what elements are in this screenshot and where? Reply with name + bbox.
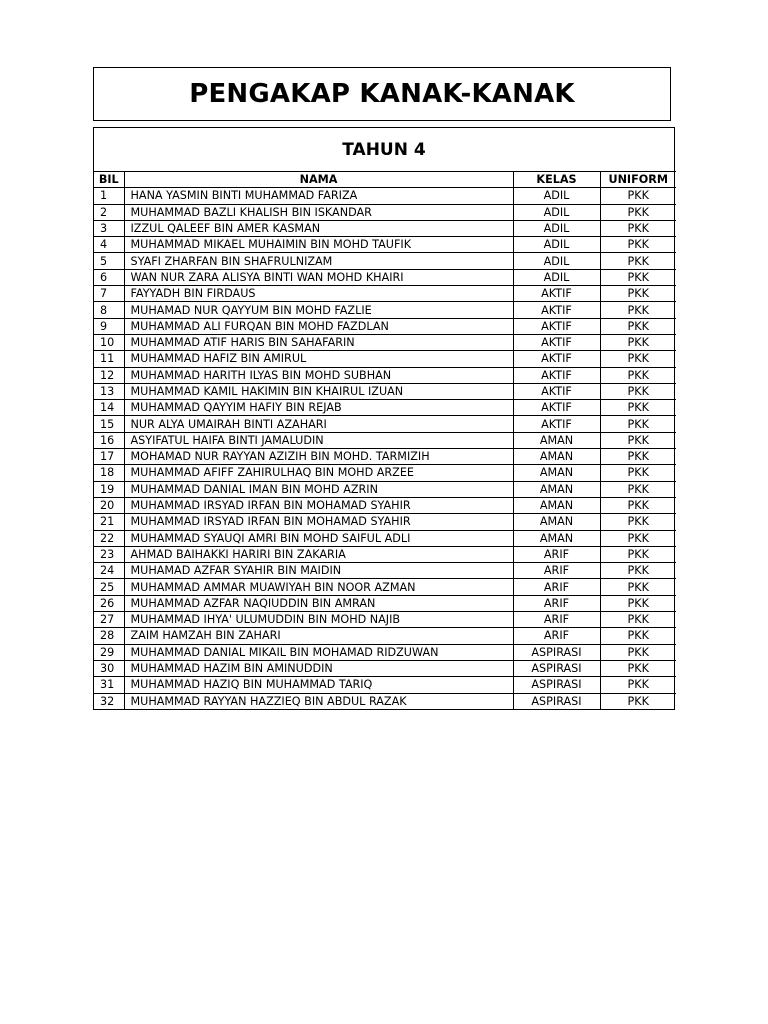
cell-kelas: AKTIF xyxy=(513,416,600,432)
cell-bil: 2 xyxy=(94,204,124,220)
cell-uniform: PKK xyxy=(600,188,676,204)
cell-kelas: AKTIF xyxy=(513,400,600,416)
table-row xyxy=(94,465,676,481)
cell-uniform: PKK xyxy=(600,318,676,334)
section-subtitle: TAHUN 4 xyxy=(342,139,426,160)
table-row xyxy=(94,449,676,465)
cell-bil: 10 xyxy=(94,334,124,350)
cell-uniform: PKK xyxy=(600,497,676,513)
cell-nama: MUHAMMAD SYAUQI AMRI BIN MOHD SAIFUL ADLI xyxy=(124,530,513,546)
table-row xyxy=(94,497,676,513)
cell-uniform: PKK xyxy=(600,204,676,220)
cell-nama: MUHAMMAD MIKAEL MUHAIMIN BIN MOHD TAUFIK xyxy=(124,237,513,253)
cell-bil: 11 xyxy=(94,351,124,367)
cell-kelas: AMAN xyxy=(513,530,600,546)
cell-nama: MUHAMMAD AFIFF ZAHIRULHAQ BIN MOHD ARZEE xyxy=(124,465,513,481)
table-row xyxy=(94,693,676,709)
cell-kelas: AKTIF xyxy=(513,334,600,350)
cell-nama: MUHAMMAD HAFIZ BIN AMIRUL xyxy=(124,351,513,367)
cell-bil: 3 xyxy=(94,220,124,236)
cell-uniform: PKK xyxy=(600,481,676,497)
cell-kelas: AMAN xyxy=(513,497,600,513)
cell-nama: MUHAMMAD HAZIQ BIN MUHAMMAD TARIQ xyxy=(124,677,513,693)
table-row xyxy=(94,383,676,399)
cell-uniform: PKK xyxy=(600,660,676,676)
table-header-row xyxy=(94,172,676,188)
cell-bil: 32 xyxy=(94,693,124,709)
table-row xyxy=(94,367,676,383)
table-row xyxy=(94,416,676,432)
cell-nama: ZAIM HAMZAH BIN ZAHARI xyxy=(124,628,513,644)
cell-uniform: PKK xyxy=(600,693,676,709)
cell-kelas: AMAN xyxy=(513,449,600,465)
cell-uniform: PKK xyxy=(600,237,676,253)
table-row xyxy=(94,302,676,318)
cell-bil: 24 xyxy=(94,563,124,579)
cell-nama: MUHAMMAD HAZIM BIN AMINUDDIN xyxy=(124,660,513,676)
table-row xyxy=(94,220,676,236)
cell-uniform: PKK xyxy=(600,269,676,285)
cell-uniform: PKK xyxy=(600,546,676,562)
cell-bil: 17 xyxy=(94,449,124,465)
cell-nama: MUHAMMAD QAYYIM HAFIY BIN REJAB xyxy=(124,400,513,416)
cell-nama: MUHAMMAD HARITH ILYAS BIN MOHD SUBHAN xyxy=(124,367,513,383)
cell-bil: 26 xyxy=(94,595,124,611)
cell-kelas: AMAN xyxy=(513,465,600,481)
cell-uniform: PKK xyxy=(600,595,676,611)
cell-bil: 20 xyxy=(94,497,124,513)
cell-bil: 27 xyxy=(94,612,124,628)
title-box xyxy=(93,67,671,121)
table-row xyxy=(94,660,676,676)
cell-nama: MUHAMMAD DANIAL IMAN BIN MOHD AZRIN xyxy=(124,481,513,497)
table-row xyxy=(94,237,676,253)
cell-nama: SYAFI ZHARFAN BIN SHAFRULNIZAM xyxy=(124,253,513,269)
header-bil: BIL xyxy=(94,172,124,188)
cell-kelas: ARIF xyxy=(513,546,600,562)
table-row xyxy=(94,644,676,660)
cell-uniform: PKK xyxy=(600,416,676,432)
cell-nama: MUHAMMAD IRSYAD IRFAN BIN MOHAMAD SYAHIR xyxy=(124,497,513,513)
header-nama: NAMA xyxy=(124,172,513,188)
cell-bil: 12 xyxy=(94,367,124,383)
cell-kelas: ADIL xyxy=(513,237,600,253)
cell-kelas: ASPIRASI xyxy=(513,644,600,660)
cell-uniform: PKK xyxy=(600,579,676,595)
cell-kelas: ARIF xyxy=(513,595,600,611)
cell-kelas: ASPIRASI xyxy=(513,693,600,709)
cell-kelas: ARIF xyxy=(513,579,600,595)
cell-kelas: ASPIRASI xyxy=(513,660,600,676)
cell-kelas: ASPIRASI xyxy=(513,677,600,693)
cell-kelas: ADIL xyxy=(513,253,600,269)
table-row xyxy=(94,677,676,693)
cell-uniform: PKK xyxy=(600,563,676,579)
cell-bil: 29 xyxy=(94,644,124,660)
table-row xyxy=(94,188,676,204)
cell-nama: MUHAMMAD AMMAR MUAWIYAH BIN NOOR AZMAN xyxy=(124,579,513,595)
cell-nama: MUHAMAD AZFAR SYAHIR BIN MAIDIN xyxy=(124,563,513,579)
cell-kelas: AKTIF xyxy=(513,351,600,367)
cell-bil: 18 xyxy=(94,465,124,481)
table-row xyxy=(94,204,676,220)
table-row xyxy=(94,351,676,367)
cell-uniform: PKK xyxy=(600,628,676,644)
cell-uniform: PKK xyxy=(600,514,676,530)
cell-bil: 15 xyxy=(94,416,124,432)
cell-bil: 9 xyxy=(94,318,124,334)
cell-uniform: PKK xyxy=(600,351,676,367)
cell-uniform: PKK xyxy=(600,677,676,693)
table-row xyxy=(94,432,676,448)
table-row xyxy=(94,563,676,579)
cell-bil: 19 xyxy=(94,481,124,497)
cell-bil: 30 xyxy=(94,660,124,676)
cell-nama: ASYIFATUL HAIFA BINTI JAMALUDIN xyxy=(124,432,513,448)
cell-kelas: ARIF xyxy=(513,563,600,579)
cell-nama: MUHAMMAD BAZLI KHALISH BIN ISKANDAR xyxy=(124,204,513,220)
cell-kelas: AMAN xyxy=(513,514,600,530)
cell-bil: 13 xyxy=(94,383,124,399)
cell-bil: 1 xyxy=(94,188,124,204)
cell-nama: HANA YASMIN BINTI MUHAMMAD FARIZA xyxy=(124,188,513,204)
cell-kelas: ARIF xyxy=(513,612,600,628)
table-body xyxy=(94,188,676,709)
cell-uniform: PKK xyxy=(600,286,676,302)
cell-uniform: PKK xyxy=(600,302,676,318)
cell-nama: MUHAMMAD AZFAR NAQIUDDIN BIN AMRAN xyxy=(124,595,513,611)
cell-uniform: PKK xyxy=(600,220,676,236)
cell-bil: 7 xyxy=(94,286,124,302)
table-row xyxy=(94,286,676,302)
cell-bil: 31 xyxy=(94,677,124,693)
table-row xyxy=(94,514,676,530)
cell-nama: AHMAD BAIHAKKI HARIRI BIN ZAKARIA xyxy=(124,546,513,562)
cell-nama: MUHAMMAD RAYYAN HAZZIEQ BIN ABDUL RAZAK xyxy=(124,693,513,709)
cell-nama: MUHAMAD NUR QAYYUM BIN MOHD FAZLIE xyxy=(124,302,513,318)
table-row xyxy=(94,628,676,644)
cell-nama: FAYYADH BIN FIRDAUS xyxy=(124,286,513,302)
cell-bil: 14 xyxy=(94,400,124,416)
cell-bil: 8 xyxy=(94,302,124,318)
member-list-section xyxy=(93,127,675,710)
cell-kelas: ADIL xyxy=(513,188,600,204)
table-row xyxy=(94,530,676,546)
cell-nama: MUHAMMAD ATIF HARIS BIN SAHAFARIN xyxy=(124,334,513,350)
table-row xyxy=(94,612,676,628)
cell-uniform: PKK xyxy=(600,530,676,546)
cell-nama: MUHAMMAD IRSYAD IRFAN BIN MOHAMAD SYAHIR xyxy=(124,514,513,530)
header-uniform: UNIFORM xyxy=(600,172,676,188)
cell-kelas: ADIL xyxy=(513,220,600,236)
header-kelas: KELAS xyxy=(513,172,600,188)
cell-uniform: PKK xyxy=(600,334,676,350)
cell-uniform: PKK xyxy=(600,449,676,465)
cell-uniform: PKK xyxy=(600,400,676,416)
table-row xyxy=(94,546,676,562)
table-row xyxy=(94,481,676,497)
cell-bil: 6 xyxy=(94,269,124,285)
cell-kelas: AKTIF xyxy=(513,302,600,318)
cell-bil: 22 xyxy=(94,530,124,546)
cell-nama: WAN NUR ZARA ALISYA BINTI WAN MOHD KHAIRI xyxy=(124,269,513,285)
cell-kelas: AKTIF xyxy=(513,318,600,334)
table-row xyxy=(94,400,676,416)
cell-uniform: PKK xyxy=(600,367,676,383)
cell-bil: 5 xyxy=(94,253,124,269)
table-row xyxy=(94,579,676,595)
cell-uniform: PKK xyxy=(600,612,676,628)
page-title: PENGAKAP KANAK-KANAK xyxy=(189,79,575,109)
cell-kelas: AKTIF xyxy=(513,286,600,302)
cell-kelas: ADIL xyxy=(513,204,600,220)
cell-kelas: ADIL xyxy=(513,269,600,285)
table-row xyxy=(94,269,676,285)
cell-bil: 23 xyxy=(94,546,124,562)
table-row xyxy=(94,595,676,611)
cell-kelas: ARIF xyxy=(513,628,600,644)
cell-nama: MUHAMMAD KAMIL HAKIMIN BIN KHAIRUL IZUAN xyxy=(124,383,513,399)
cell-uniform: PKK xyxy=(600,432,676,448)
cell-nama: MUHAMMAD IHYA' ULUMUDDIN BIN MOHD NAJIB xyxy=(124,612,513,628)
table-row xyxy=(94,253,676,269)
cell-bil: 28 xyxy=(94,628,124,644)
cell-bil: 4 xyxy=(94,237,124,253)
cell-uniform: PKK xyxy=(600,465,676,481)
cell-nama: MOHAMAD NUR RAYYAN AZIZIH BIN MOHD. TARMIZIH xyxy=(124,449,513,465)
cell-uniform: PKK xyxy=(600,253,676,269)
table-row xyxy=(94,334,676,350)
cell-nama: MUHAMMAD ALI FURQAN BIN MOHD FAZDLAN xyxy=(124,318,513,334)
cell-uniform: PKK xyxy=(600,383,676,399)
cell-kelas: AKTIF xyxy=(513,367,600,383)
table-row xyxy=(94,318,676,334)
cell-bil: 16 xyxy=(94,432,124,448)
member-table xyxy=(94,171,676,709)
cell-nama: MUHAMMAD DANIAL MIKAIL BIN MOHAMAD RIDZUWAN xyxy=(124,644,513,660)
cell-kelas: AMAN xyxy=(513,481,600,497)
cell-kelas: AMAN xyxy=(513,432,600,448)
cell-bil: 25 xyxy=(94,579,124,595)
cell-nama: NUR ALYA UMAIRAH BINTI AZAHARI xyxy=(124,416,513,432)
cell-kelas: AKTIF xyxy=(513,383,600,399)
cell-bil: 21 xyxy=(94,514,124,530)
cell-uniform: PKK xyxy=(600,644,676,660)
cell-nama: IZZUL QALEEF BIN AMER KASMAN xyxy=(124,220,513,236)
